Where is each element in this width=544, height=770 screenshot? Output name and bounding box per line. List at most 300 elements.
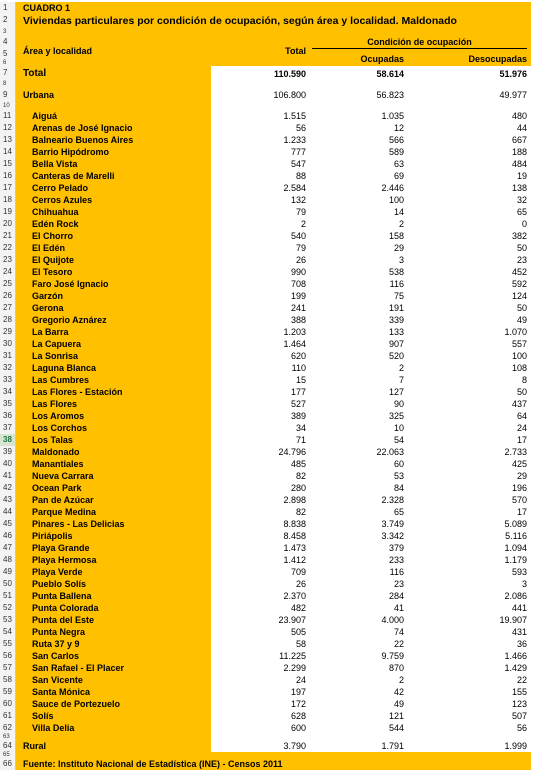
locality-desocupadas[interactable]: 108 [511, 363, 527, 373]
row-header[interactable]: 8 [0, 80, 16, 88]
row-header[interactable]: 41 [0, 470, 16, 482]
row-header[interactable]: 11 [0, 110, 16, 122]
locality-name[interactable]: Ruta 37 y 9 [32, 639, 80, 649]
locality-ocupadas[interactable]: 42 [393, 687, 404, 697]
urbana-desocupadas[interactable]: 49.977 [499, 90, 527, 100]
locality-ocupadas[interactable]: 116 [389, 567, 404, 577]
locality-ocupadas[interactable]: 49 [393, 699, 404, 709]
locality-ocupadas[interactable]: 339 [388, 315, 404, 325]
locality-desocupadas[interactable]: 64 [516, 411, 527, 421]
locality-name[interactable]: Las Flores - Estación [32, 387, 123, 397]
locality-total[interactable]: 172 [290, 699, 306, 709]
locality-ocupadas[interactable]: 12 [393, 123, 404, 133]
locality-desocupadas[interactable]: 56 [516, 723, 527, 733]
locality-total[interactable]: 241 [290, 303, 306, 313]
locality-desocupadas[interactable]: 17 [516, 507, 527, 517]
locality-ocupadas[interactable]: 100 [388, 195, 404, 205]
total-desocupadas[interactable]: 51.976 [499, 69, 527, 79]
locality-desocupadas[interactable]: 3 [521, 579, 527, 589]
locality-name[interactable]: Pueblo Solís [32, 579, 87, 589]
locality-desocupadas[interactable]: 1.094 [504, 543, 527, 553]
locality-row [0, 578, 544, 590]
locality-desocupadas[interactable]: 2.733 [504, 447, 527, 457]
locality-name[interactable]: Playa Hermosa [32, 555, 97, 565]
locality-desocupadas[interactable]: 123 [511, 699, 527, 709]
locality-name[interactable]: San Rafael - El Placer [32, 663, 125, 673]
locality-ocupadas[interactable]: 84 [393, 483, 404, 493]
locality-desocupadas[interactable]: 0 [521, 219, 527, 229]
locality-total[interactable]: 280 [290, 483, 306, 493]
locality-ocupadas[interactable]: 520 [388, 351, 404, 361]
locality-name[interactable]: Edén Rock [32, 219, 79, 229]
locality-name[interactable]: Las Flores [32, 399, 78, 409]
locality-desocupadas[interactable]: 5.116 [505, 531, 527, 541]
row-header[interactable]: 16 [0, 170, 16, 182]
row-header[interactable]: 58 [0, 674, 16, 686]
locality-name[interactable]: Cerro Pelado [32, 183, 89, 193]
row-header[interactable]: 30 [0, 338, 16, 350]
locality-ocupadas[interactable]: 9.759 [381, 651, 404, 661]
locality-total[interactable]: 71 [295, 435, 306, 445]
locality-ocupadas[interactable]: 566 [388, 135, 404, 145]
source-note[interactable]: Fuente: Instituto Nacional de Estadística (INE) - Censos 2011 [23, 759, 283, 769]
locality-desocupadas[interactable]: 1.466 [504, 651, 527, 661]
locality-name[interactable]: Cerros Azules [32, 195, 93, 205]
locality-ocupadas[interactable]: 2 [398, 363, 404, 373]
row-header[interactable]: 9 [0, 88, 16, 102]
row-header[interactable]: 47 [0, 542, 16, 554]
locality-ocupadas[interactable]: 2 [398, 675, 404, 685]
row-header[interactable]: 42 [0, 482, 16, 494]
locality-total[interactable]: 1.473 [283, 543, 306, 553]
locality-ocupadas[interactable]: 191 [388, 303, 404, 313]
locality-name[interactable]: Solís [32, 711, 54, 721]
locality-total[interactable]: 88 [295, 171, 306, 181]
row-header[interactable]: 62 [0, 722, 16, 734]
row-header[interactable]: 26 [0, 290, 16, 302]
locality-total[interactable]: 2 [300, 219, 306, 229]
locality-desocupadas[interactable]: 2.086 [504, 591, 527, 601]
row-header[interactable]: 46 [0, 530, 16, 542]
locality-total[interactable]: 527 [290, 399, 306, 409]
locality-desocupadas[interactable]: 452 [511, 267, 527, 277]
row-header[interactable]: 22 [0, 242, 16, 254]
total-ocupadas[interactable]: 58.614 [376, 69, 404, 79]
col-header-condicion[interactable]: Condición de ocupación [367, 37, 472, 47]
row-header[interactable]: 37 [0, 422, 16, 434]
row-header[interactable]: 34 [0, 386, 16, 398]
locality-desocupadas[interactable]: 124 [511, 291, 527, 301]
row-header[interactable]: 23 [0, 254, 16, 266]
row-header[interactable]: 32 [0, 362, 16, 374]
locality-desocupadas[interactable]: 382 [511, 231, 527, 241]
locality-ocupadas[interactable]: 74 [393, 627, 404, 637]
row-header[interactable]: 17 [0, 182, 16, 194]
locality-desocupadas[interactable]: 570 [511, 495, 527, 505]
locality-desocupadas[interactable]: 155 [511, 687, 527, 697]
locality-name[interactable]: Ocean Park [32, 483, 82, 493]
row-header[interactable]: 12 [0, 122, 16, 134]
locality-name[interactable]: Los Corchos [32, 423, 88, 433]
rural-ocupadas[interactable]: 1.791 [381, 741, 404, 751]
locality-total[interactable]: 34 [295, 423, 306, 433]
locality-row [0, 662, 544, 674]
locality-ocupadas[interactable]: 22 [393, 639, 404, 649]
locality-ocupadas[interactable]: 14 [393, 207, 404, 217]
row-header[interactable]: 15 [0, 158, 16, 170]
locality-total[interactable]: 600 [290, 723, 306, 733]
locality-desocupadas[interactable]: 592 [511, 279, 527, 289]
locality-total[interactable]: 990 [290, 267, 306, 277]
locality-total[interactable]: 24.796 [278, 447, 306, 457]
locality-desocupadas[interactable]: 23 [516, 255, 527, 265]
locality-total[interactable]: 1.515 [283, 111, 306, 121]
locality-name[interactable]: La Capuera [32, 339, 82, 349]
locality-ocupadas[interactable]: 63 [393, 159, 404, 169]
locality-name[interactable]: Bella Vista [32, 159, 78, 169]
locality-desocupadas[interactable]: 17 [516, 435, 527, 445]
locality-total[interactable]: 540 [290, 231, 306, 241]
row-header[interactable]: 52 [0, 602, 16, 614]
urbana-label[interactable]: Urbana [23, 90, 55, 100]
locality-ocupadas[interactable]: 544 [388, 723, 404, 733]
locality-total[interactable]: 197 [290, 687, 306, 697]
locality-name[interactable]: Punta Negra [32, 627, 86, 637]
locality-desocupadas[interactable]: 593 [511, 567, 527, 577]
locality-ocupadas[interactable]: 90 [393, 399, 404, 409]
locality-ocupadas[interactable]: 116 [389, 279, 404, 289]
locality-total[interactable]: 110 [291, 363, 306, 373]
row-header[interactable]: 25 [0, 278, 16, 290]
row-header[interactable]: 2 [0, 14, 16, 28]
locality-ocupadas[interactable]: 22.063 [376, 447, 404, 457]
locality-name[interactable]: Pan de Azúcar [32, 495, 94, 505]
row-header[interactable]: 6 [0, 60, 16, 66]
col-header-total[interactable]: Total [285, 46, 306, 56]
locality-name[interactable]: Arenas de José Ignacio [32, 123, 133, 133]
locality-name[interactable]: La Sonrisa [32, 351, 79, 361]
locality-row [0, 242, 544, 254]
locality-total[interactable]: 628 [290, 711, 306, 721]
row-header[interactable]: 14 [0, 146, 16, 158]
locality-total[interactable]: 777 [290, 147, 306, 157]
locality-total[interactable]: 82 [295, 471, 306, 481]
total-label[interactable]: Total [23, 68, 47, 79]
locality-desocupadas[interactable]: 50 [516, 303, 527, 313]
locality-ocupadas[interactable]: 3.749 [381, 519, 404, 529]
row-header[interactable]: 53 [0, 614, 16, 626]
locality-name[interactable]: Manantiales [32, 459, 84, 469]
locality-name[interactable]: Maldonado [32, 447, 80, 457]
locality-desocupadas[interactable]: 480 [511, 111, 527, 121]
locality-total[interactable]: 708 [290, 279, 306, 289]
locality-total[interactable]: 23.907 [278, 615, 306, 625]
locality-desocupadas[interactable]: 425 [511, 459, 527, 469]
locality-total[interactable]: 482 [290, 603, 306, 613]
locality-name[interactable]: Gregorio Aznárez [32, 315, 107, 325]
row-header[interactable]: 36 [0, 410, 16, 422]
locality-name[interactable]: El Quijote [32, 255, 75, 265]
locality-desocupadas[interactable]: 188 [511, 147, 527, 157]
row-header[interactable]: 43 [0, 494, 16, 506]
total-total[interactable]: 110.590 [273, 69, 306, 79]
locality-total[interactable]: 132 [290, 195, 306, 205]
locality-ocupadas[interactable]: 2.328 [381, 495, 404, 505]
urbana-ocupadas[interactable]: 56.823 [376, 90, 404, 100]
locality-desocupadas[interactable]: 100 [511, 351, 527, 361]
locality-name[interactable]: Santa Mónica [32, 687, 91, 697]
col-header-desocupadas[interactable]: Desocupadas [468, 54, 527, 64]
locality-ocupadas[interactable]: 60 [393, 459, 404, 469]
locality-desocupadas[interactable]: 431 [511, 627, 527, 637]
locality-name[interactable]: Garzón [32, 291, 64, 301]
locality-desocupadas[interactable]: 50 [516, 243, 527, 253]
row-header[interactable]: 54 [0, 626, 16, 638]
locality-ocupadas[interactable]: 54 [393, 435, 404, 445]
locality-ocupadas[interactable]: 2.446 [381, 183, 404, 193]
row-header[interactable]: 24 [0, 266, 16, 278]
locality-name[interactable]: Gerona [32, 303, 64, 313]
locality-name[interactable]: Chihuahua [32, 207, 79, 217]
locality-name[interactable]: Punta Ballena [32, 591, 92, 601]
locality-total[interactable]: 15 [295, 375, 306, 385]
row-header[interactable]: 55 [0, 638, 16, 650]
locality-name[interactable]: Punta del Este [32, 615, 95, 625]
row-header[interactable]: 31 [0, 350, 16, 362]
row-header[interactable]: 45 [0, 518, 16, 530]
row-header[interactable]: 51 [0, 590, 16, 602]
locality-name[interactable]: El Tesoro [32, 267, 73, 277]
locality-name[interactable]: Los Talas [32, 435, 73, 445]
row-header[interactable]: 50 [0, 578, 16, 590]
urbana-total[interactable]: 106.800 [273, 90, 306, 100]
row-header[interactable]: 35 [0, 398, 16, 410]
row-header[interactable]: 33 [0, 374, 16, 386]
row-header[interactable]: 4 [0, 36, 16, 48]
locality-desocupadas[interactable]: 138 [511, 183, 527, 193]
locality-total[interactable]: 79 [295, 207, 306, 217]
locality-ocupadas[interactable]: 41 [393, 603, 404, 613]
locality-desocupadas[interactable]: 22 [516, 675, 527, 685]
locality-name[interactable]: El Edén [32, 243, 66, 253]
locality-desocupadas[interactable]: 49 [516, 315, 527, 325]
locality-desocupadas[interactable]: 50 [516, 387, 527, 397]
locality-name[interactable]: San Carlos [32, 651, 80, 661]
locality-total[interactable]: 24 [295, 675, 306, 685]
locality-total[interactable]: 709 [290, 567, 306, 577]
row-header[interactable]: 20 [0, 218, 16, 230]
locality-desocupadas[interactable]: 1.070 [504, 327, 527, 337]
row-header[interactable]: 59 [0, 686, 16, 698]
col-header-area[interactable]: Área y localidad [23, 46, 93, 56]
locality-total[interactable]: 58 [295, 639, 306, 649]
locality-ocupadas[interactable]: 3 [398, 255, 404, 265]
row-header[interactable]: 64 [0, 740, 16, 752]
locality-desocupadas[interactable]: 196 [511, 483, 527, 493]
row-header[interactable]: 57 [0, 662, 16, 674]
locality-ocupadas[interactable]: 3.342 [381, 531, 404, 541]
locality-ocupadas[interactable]: 379 [388, 543, 404, 553]
locality-total[interactable]: 2.370 [283, 591, 306, 601]
locality-total[interactable]: 11.225 [279, 651, 306, 661]
locality-total[interactable]: 620 [290, 351, 306, 361]
locality-name[interactable]: Nueva Carrara [32, 471, 94, 481]
locality-name[interactable]: Barrio Hipódromo [32, 147, 110, 157]
row-header[interactable]: 28 [0, 314, 16, 326]
row-header[interactable]: 5 [0, 48, 16, 60]
row-header[interactable]: 29 [0, 326, 16, 338]
locality-total[interactable]: 79 [295, 243, 306, 253]
locality-desocupadas[interactable]: 32 [516, 195, 527, 205]
locality-total[interactable]: 26 [295, 255, 306, 265]
locality-total[interactable]: 1.203 [283, 327, 306, 337]
row-header[interactable]: 56 [0, 650, 16, 662]
row-header[interactable]: 40 [0, 458, 16, 470]
col-header-ocupadas[interactable]: Ocupadas [360, 54, 404, 64]
locality-desocupadas[interactable]: 24 [516, 423, 527, 433]
locality-total[interactable]: 2.584 [283, 183, 306, 193]
locality-name[interactable]: San Vicente [32, 675, 83, 685]
locality-total[interactable]: 1.464 [283, 339, 306, 349]
locality-desocupadas[interactable]: 36 [516, 639, 527, 649]
locality-name[interactable]: Balneario Buenos Aires [32, 135, 134, 145]
row-header[interactable]: 63 [0, 734, 16, 740]
locality-desocupadas[interactable]: 484 [511, 159, 527, 169]
locality-ocupadas[interactable]: 10 [393, 423, 404, 433]
locality-desocupadas[interactable]: 507 [511, 711, 527, 721]
locality-name[interactable]: Playa Grande [32, 543, 90, 553]
locality-desocupadas[interactable]: 557 [511, 339, 527, 349]
locality-total[interactable]: 547 [290, 159, 306, 169]
locality-ocupadas[interactable]: 23 [393, 579, 404, 589]
row-header[interactable]: 18 [0, 194, 16, 206]
locality-total[interactable]: 485 [290, 459, 306, 469]
locality-total[interactable]: 389 [290, 411, 306, 421]
locality-desocupadas[interactable]: 1.429 [504, 663, 527, 673]
locality-desocupadas[interactable]: 44 [516, 123, 527, 133]
locality-desocupadas[interactable]: 19 [516, 171, 527, 181]
locality-ocupadas[interactable]: 233 [388, 555, 404, 565]
locality-desocupadas[interactable]: 19.907 [499, 615, 527, 625]
row-header[interactable]: 21 [0, 230, 16, 242]
locality-total[interactable]: 2.299 [283, 663, 306, 673]
locality-desocupadas[interactable]: 667 [511, 135, 527, 145]
locality-name[interactable]: Playa Verde [32, 567, 83, 577]
rural-desocupadas[interactable]: 1.999 [504, 741, 527, 751]
locality-desocupadas[interactable]: 8 [521, 375, 527, 385]
header-block [0, 36, 544, 66]
locality-ocupadas[interactable]: 870 [388, 663, 404, 673]
locality-name[interactable]: Laguna Blanca [32, 363, 97, 373]
locality-name[interactable]: Sauce de Portezuelo [32, 699, 121, 709]
locality-name[interactable]: El Chorro [32, 231, 74, 241]
locality-ocupadas[interactable]: 133 [388, 327, 404, 337]
locality-ocupadas[interactable]: 75 [393, 291, 404, 301]
row-header[interactable]: 65 [0, 752, 16, 758]
locality-ocupadas[interactable]: 284 [388, 591, 404, 601]
locality-ocupadas[interactable]: 2 [398, 219, 404, 229]
locality-name[interactable]: Faro José Ignacio [32, 279, 109, 289]
row-header[interactable]: 19 [0, 206, 16, 218]
locality-total[interactable]: 177 [290, 387, 306, 397]
rural-total[interactable]: 3.790 [283, 741, 306, 751]
row-header[interactable]: 61 [0, 710, 16, 722]
table-title[interactable]: Viviendas particulares por condición de ocupación, según área y localidad. Maldonado [23, 15, 457, 27]
locality-desocupadas[interactable]: 65 [516, 207, 527, 217]
locality-name[interactable]: Aiguá [32, 111, 58, 121]
locality-name[interactable]: La Barra [32, 327, 69, 337]
locality-ocupadas[interactable]: 127 [388, 387, 404, 397]
locality-name[interactable]: Punta Colorada [32, 603, 99, 613]
locality-name[interactable]: Canteras de Marelli [32, 171, 115, 181]
locality-ocupadas[interactable]: 589 [388, 147, 404, 157]
locality-name[interactable]: Los Aromos [32, 411, 85, 421]
locality-desocupadas[interactable]: 437 [511, 399, 527, 409]
locality-ocupadas[interactable]: 121 [388, 711, 404, 721]
row-header[interactable]: 48 [0, 554, 16, 566]
locality-name[interactable]: Las Cumbres [32, 375, 90, 385]
locality-ocupadas[interactable]: 1.035 [381, 111, 404, 121]
table-number[interactable]: CUADRO 1 [23, 3, 71, 13]
row-header[interactable]: 13 [0, 134, 16, 146]
row-header[interactable]: 7 [0, 66, 16, 80]
locality-desocupadas[interactable]: 441 [511, 603, 527, 613]
row-header[interactable]: 49 [0, 566, 16, 578]
locality-name[interactable]: Villa Delia [32, 723, 75, 733]
locality-ocupadas[interactable]: 907 [388, 339, 404, 349]
locality-total[interactable]: 388 [290, 315, 306, 325]
locality-total[interactable]: 8.838 [283, 519, 306, 529]
locality-total[interactable]: 8.458 [283, 531, 306, 541]
locality-total[interactable]: 82 [295, 507, 306, 517]
row-header[interactable]: 60 [0, 698, 16, 710]
locality-total[interactable]: 505 [290, 627, 306, 637]
locality-ocupadas[interactable]: 158 [388, 231, 404, 241]
locality-ocupadas[interactable]: 69 [393, 171, 404, 181]
locality-row [0, 266, 544, 278]
locality-name[interactable]: Pinares - Las Delicias [32, 519, 125, 529]
row-header[interactable]: 10 [0, 102, 16, 110]
locality-total[interactable]: 199 [290, 291, 306, 301]
row-header[interactable]: 39 [0, 446, 16, 458]
locality-ocupadas[interactable]: 53 [393, 471, 404, 481]
locality-total[interactable]: 2.898 [283, 495, 306, 505]
row-header[interactable]: 3 [0, 28, 16, 36]
locality-ocupadas[interactable]: 4.000 [381, 615, 404, 625]
locality-desocupadas[interactable]: 5.089 [504, 519, 527, 529]
locality-name[interactable]: Piriápolis [32, 531, 73, 541]
locality-total[interactable]: 26 [295, 579, 306, 589]
row-header[interactable]: 27 [0, 302, 16, 314]
locality-name[interactable]: Parque Medina [32, 507, 97, 517]
locality-ocupadas[interactable]: 538 [388, 267, 404, 277]
locality-total[interactable]: 1.233 [283, 135, 306, 145]
rural-label[interactable]: Rural [23, 741, 47, 751]
urbana-row [0, 88, 544, 102]
row-header[interactable]: 66 [0, 758, 16, 770]
row-header[interactable]: 38 [0, 434, 16, 446]
locality-total[interactable]: 1.412 [283, 555, 306, 565]
locality-total[interactable]: 56 [295, 123, 306, 133]
locality-desocupadas[interactable]: 1.179 [504, 555, 527, 565]
locality-desocupadas[interactable]: 29 [516, 471, 527, 481]
locality-ocupadas[interactable]: 65 [393, 507, 404, 517]
row-header[interactable]: 1 [0, 2, 16, 14]
locality-ocupadas[interactable]: 29 [393, 243, 404, 253]
row-header[interactable]: 44 [0, 506, 16, 518]
locality-ocupadas[interactable]: 7 [398, 375, 404, 385]
locality-ocupadas[interactable]: 325 [388, 411, 404, 421]
